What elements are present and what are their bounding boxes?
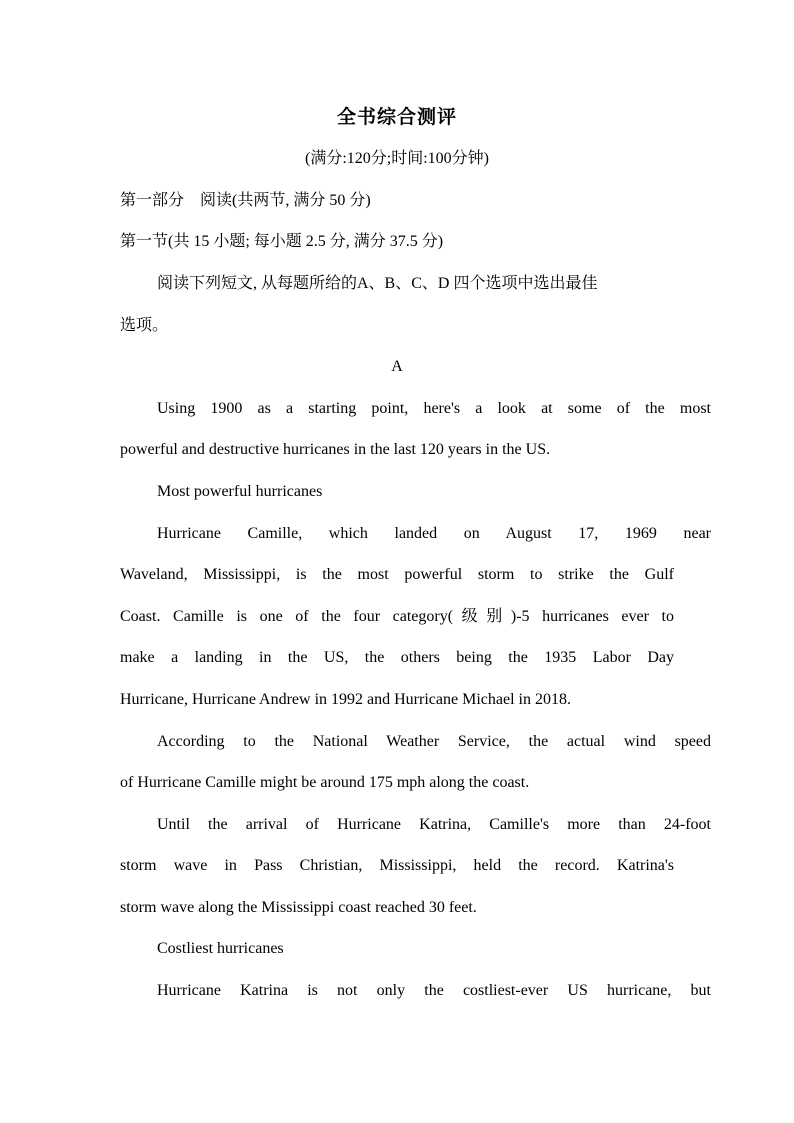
page-title: 全书综合测评 [336,107,457,128]
instructions-line-1: 阅读下列短文, 从每题所给的A、B、C、D 四个选项中选出最佳 [157,275,598,292]
part-heading-text: 阅读(共两节, 满分 50 分) [200,192,371,209]
passage-line: Hurricane Katrina is not only the costliest-ever US hurricane, but [157,982,711,999]
passage-line: Using 1900 as a starting point, here's a look at some of the most [157,400,711,417]
passage-line: powerful and destructive hurricanes in the last 120 years in the US. [120,441,551,458]
score-time-note: (满分:120分;时间:100分钟) [305,150,489,167]
passage-line: of Hurricane Camille might be around 175 mph along the coast. [120,774,530,791]
passage-line: Until the arrival of Hurricane Katrina, Camille's more than 24-foot [157,816,711,833]
section-heading: 第一节(共 15 小题; 每小题 2.5 分, 满分 37.5 分) [120,233,444,250]
passage-line: Coast. Camille is one of the four category(级别)-5 hurricanes ever to [120,608,674,625]
part-heading [120,186,674,216]
passage-line: Waveland, Mississippi, is the most powerful storm to strike the Gulf [120,566,674,583]
instructions-line-2: 选项。 [120,317,169,334]
passage-line: storm wave in Pass Christian, Mississippi, held the record. Katrina's [120,857,674,874]
passage-line: Hurricane Camille, which landed on August 17, 1969 near [157,525,711,542]
passage-line: storm wave along the Mississippi coast reached 30 feet. [120,899,477,916]
document-page [120,0,711,1123]
passage-line: make a landing in the US, the others being the 1935 Labor Day [120,649,674,666]
part-heading-number: 第一部分 [120,192,185,209]
passage-subheading: Costliest hurricanes [157,940,284,957]
passage-line: According to the National Weather Service, the actual wind speed [157,733,711,750]
passage-label: A [391,358,403,375]
passage-line: Hurricane, Hurricane Andrew in 1992 and Hurricane Michael in 2018. [120,691,571,708]
passage-subheading: Most powerful hurricanes [157,483,323,500]
